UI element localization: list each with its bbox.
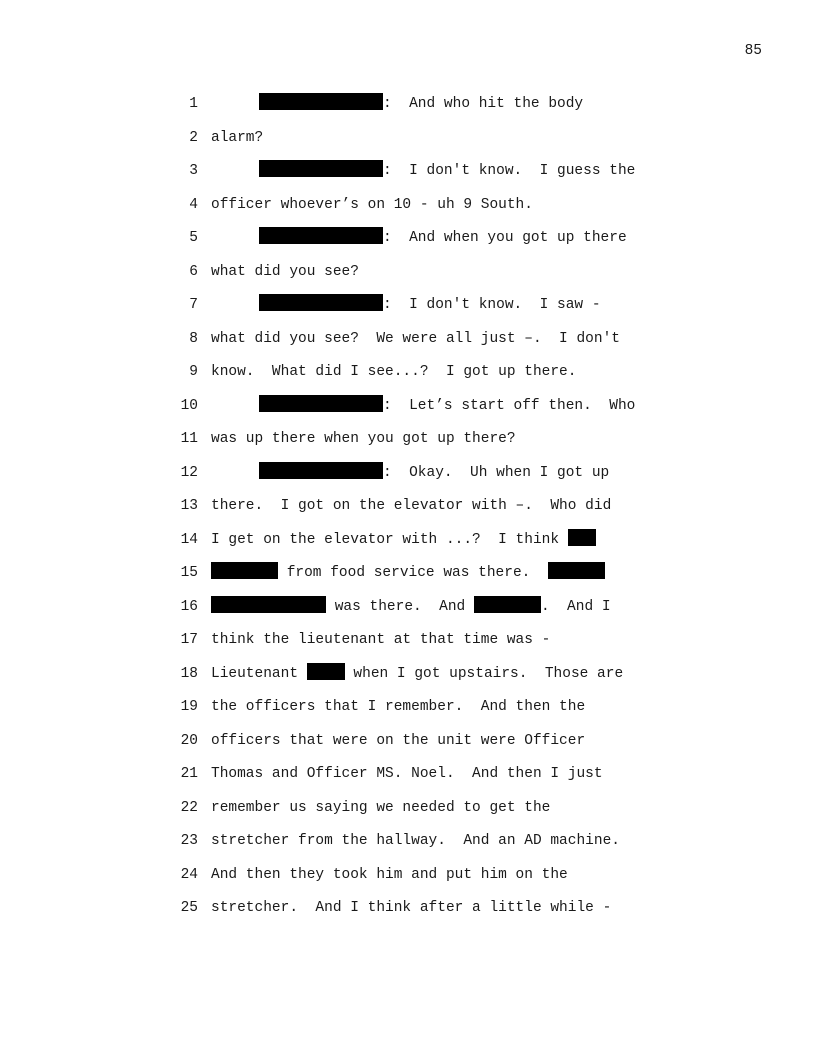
transcript-line: [0, 696, 816, 718]
text-segment: : I don't know. I saw -: [383, 297, 601, 313]
line-number: 14: [180, 531, 198, 548]
text-segment: : And who hit the body: [383, 96, 584, 112]
redaction-bar: [211, 596, 326, 613]
redaction-bar: [259, 395, 383, 412]
text-segment: was up there when you got up there?: [211, 431, 516, 447]
line-number: 15: [180, 565, 198, 581]
line-text: [211, 194, 533, 216]
text-segment: think the lieutenant at that time was -: [211, 632, 551, 648]
transcript-line: [0, 562, 816, 584]
transcript-line: [0, 194, 816, 216]
text-segment: from food service was there.: [278, 565, 548, 581]
line-number: 23: [180, 833, 198, 849]
line-number: 22: [180, 799, 198, 816]
line-text: [211, 663, 623, 685]
line-number: 12: [180, 464, 198, 481]
transcript-line: [0, 897, 816, 919]
redaction-bar: [474, 596, 541, 613]
redaction-bar: [307, 663, 345, 680]
line-number: 18: [180, 665, 198, 682]
line-text: [211, 562, 605, 584]
line-text: [211, 127, 263, 149]
text-segment: : I don't know. I guess the: [383, 163, 636, 179]
text-segment: stretcher from the hallway. And an AD machine.: [211, 833, 620, 849]
text-segment: alarm?: [211, 129, 264, 146]
redaction-bar: [259, 294, 383, 311]
text-segment: know. What did I see...? I got up there.: [211, 364, 577, 380]
text-segment: the officers that I remember. And then the: [211, 699, 586, 715]
text-segment: stretcher. And I think after a little while -: [211, 900, 612, 916]
transcript-line: [0, 328, 816, 350]
transcript-line: [0, 663, 816, 685]
redaction-bar: [259, 160, 383, 177]
transcript-line: [0, 127, 816, 149]
redaction-bar: [548, 562, 605, 579]
transcript-line: [0, 227, 816, 249]
redaction-bar: [259, 93, 383, 110]
line-text: [211, 261, 359, 283]
line-text: [211, 529, 596, 551]
transcript-line: [0, 160, 816, 182]
text-segment: I get on the elevator with ...? I think: [211, 531, 568, 548]
text-segment: what did you see?: [211, 263, 359, 280]
text-segment: : Let’s start off then. Who: [383, 397, 636, 414]
line-number: 3: [189, 163, 198, 179]
line-number: 16: [180, 598, 198, 615]
text-segment: : Okay. Uh when I got up: [383, 464, 610, 481]
line-text: [211, 797, 550, 819]
text-segment: officers that were on the unit were Officer: [211, 732, 586, 749]
text-segment: : And when you got up there: [383, 230, 627, 246]
line-text: [259, 294, 601, 316]
transcript-line: [0, 428, 816, 450]
line-number: 8: [189, 330, 198, 347]
line-text: [259, 93, 583, 115]
text-segment: what did you see? We were all just –. I don't: [211, 330, 620, 347]
transcript-line: [0, 462, 816, 484]
line-text: [211, 361, 576, 383]
page-number: 85: [744, 43, 762, 59]
line-number: 20: [180, 732, 198, 749]
line-text: [259, 160, 635, 182]
line-number: 4: [189, 196, 198, 213]
text-segment: officer whoever’s on 10 - uh 9 South.: [211, 196, 533, 213]
line-text: [211, 629, 550, 651]
transcript-line: [0, 629, 816, 651]
line-text: [211, 495, 611, 517]
transcript-line: [0, 495, 816, 517]
transcript-line: [0, 864, 816, 886]
line-text: [211, 596, 611, 618]
line-number: 11: [180, 431, 198, 447]
text-segment: And then they took him and put him on the: [211, 866, 568, 883]
line-number: 5: [189, 230, 198, 246]
line-text: [259, 395, 635, 417]
line-text: [211, 696, 585, 718]
line-number: 17: [180, 632, 198, 648]
line-number: 24: [180, 866, 198, 883]
redaction-bar: [568, 529, 596, 546]
redaction-bar: [259, 227, 383, 244]
text-segment: remember us saying we needed to get the: [211, 799, 551, 816]
line-number: 6: [189, 263, 198, 280]
line-text: [211, 897, 611, 919]
transcript-line: [0, 529, 816, 551]
line-text: [211, 428, 516, 450]
line-number: 1: [189, 96, 198, 112]
text-segment: Thomas and Officer MS. Noel. And then I just: [211, 766, 603, 782]
line-text: [211, 830, 620, 852]
line-number: 21: [180, 766, 198, 782]
text-segment: when I got upstairs. Those are: [344, 665, 624, 682]
redaction-bar: [259, 462, 383, 479]
line-number: 25: [180, 900, 198, 916]
transcript-line: [0, 261, 816, 283]
line-text: [211, 864, 568, 886]
transcript-line: [0, 361, 816, 383]
transcript-line: [0, 763, 816, 785]
line-text: [211, 328, 620, 350]
transcript-line: [0, 830, 816, 852]
line-number: 10: [180, 397, 198, 414]
transcript-line: [0, 730, 816, 752]
line-text: [211, 763, 603, 785]
text-segment: . And I: [540, 598, 611, 615]
line-number: 19: [180, 699, 198, 715]
redaction-bar: [211, 562, 278, 579]
transcript-line: [0, 395, 816, 417]
line-number: 2: [189, 129, 198, 146]
line-number: 13: [180, 498, 198, 514]
text-segment: Lieutenant: [211, 665, 307, 682]
transcript-line: [0, 93, 816, 115]
line-text: [259, 462, 609, 484]
line-text: [211, 730, 585, 752]
transcript-line: [0, 797, 816, 819]
line-text: [259, 227, 627, 249]
line-number: 7: [189, 297, 198, 313]
text-segment: was there. And: [326, 598, 474, 615]
text-segment: there. I got on the elevator with –. Who did: [211, 498, 612, 514]
line-number: 9: [189, 364, 198, 380]
transcript-line: [0, 294, 816, 316]
transcript-line: [0, 596, 816, 618]
